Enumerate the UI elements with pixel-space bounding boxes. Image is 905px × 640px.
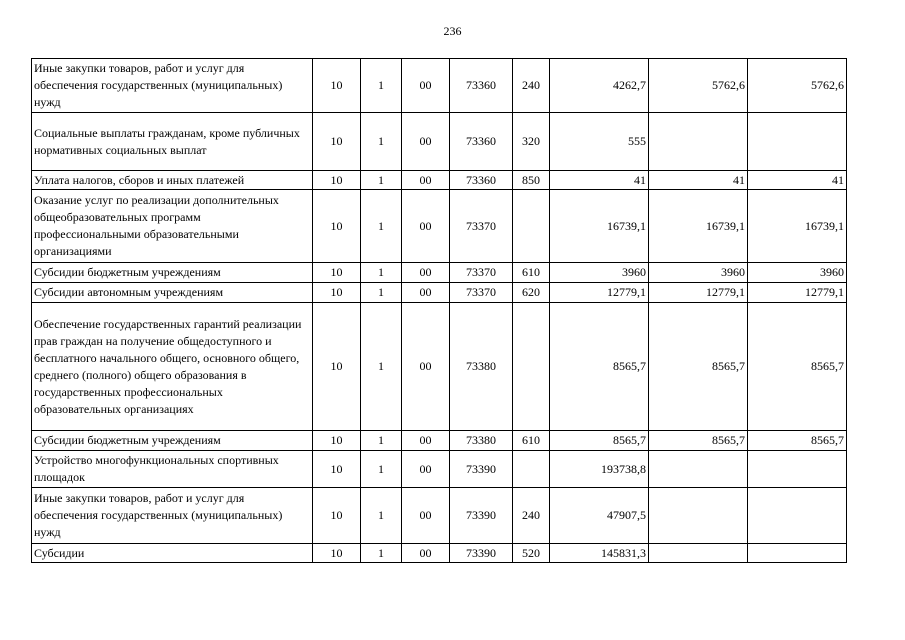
cell-code-4: 73390 (450, 488, 513, 544)
table-row (32, 113, 847, 171)
cell-code-3: 00 (402, 113, 450, 171)
cell-value-3: 8565,7 (748, 431, 847, 451)
cell-value-1: 8565,7 (550, 303, 649, 431)
cell-code-1: 10 (313, 171, 361, 190)
cell-code-5: 610 (513, 263, 550, 283)
cell-code-5 (513, 190, 550, 263)
cell-value-1: 193738,8 (550, 451, 649, 488)
cell-code-2: 1 (361, 113, 402, 171)
cell-code-2: 1 (361, 544, 402, 563)
cell-code-5: 240 (513, 488, 550, 544)
cell-code-2: 1 (361, 283, 402, 303)
cell-code-5: 240 (513, 59, 550, 113)
cell-code-1: 10 (313, 59, 361, 113)
cell-code-5 (513, 451, 550, 488)
cell-code-2: 1 (361, 263, 402, 283)
row-name: Иные закупки товаров, работ и услуг для обеспечения государственных (муниципальных) нужд (32, 488, 313, 544)
cell-code-5: 520 (513, 544, 550, 563)
cell-value-3: 12779,1 (748, 283, 847, 303)
cell-value-1: 12779,1 (550, 283, 649, 303)
cell-value-2: 3960 (649, 263, 748, 283)
table-row (32, 488, 847, 544)
cell-value-2: 5762,6 (649, 59, 748, 113)
cell-code-3: 00 (402, 283, 450, 303)
cell-code-2: 1 (361, 488, 402, 544)
table-row (32, 303, 847, 431)
cell-value-3 (748, 451, 847, 488)
table-row (32, 544, 847, 563)
cell-code-5: 610 (513, 431, 550, 451)
cell-value-3: 41 (748, 171, 847, 190)
row-name: Субсидии автономным учреждениям (32, 283, 313, 303)
cell-code-5: 620 (513, 283, 550, 303)
row-name: Социальные выплаты гражданам, кроме публичных нормативных социальных выплат (32, 113, 313, 171)
cell-code-5 (513, 303, 550, 431)
cell-code-3: 00 (402, 59, 450, 113)
cell-value-2: 16739,1 (649, 190, 748, 263)
row-name: Уплата налогов, сборов и иных платежей (32, 171, 313, 190)
cell-value-2 (649, 451, 748, 488)
row-name: Оказание услуг по реализации дополнительных общеобразовательных программ профессиональными образовательными организациями (32, 190, 313, 263)
row-name: Субсидии бюджетным учреждениям (32, 263, 313, 283)
cell-code-3: 00 (402, 431, 450, 451)
cell-value-1: 41 (550, 171, 649, 190)
cell-value-2: 12779,1 (649, 283, 748, 303)
cell-code-3: 00 (402, 544, 450, 563)
table-row (32, 263, 847, 283)
cell-code-4: 73370 (450, 263, 513, 283)
cell-value-3: 5762,6 (748, 59, 847, 113)
table-row (32, 190, 847, 263)
cell-value-1: 16739,1 (550, 190, 649, 263)
cell-value-1: 8565,7 (550, 431, 649, 451)
cell-value-2: 41 (649, 171, 748, 190)
cell-code-4: 73380 (450, 303, 513, 431)
cell-value-1: 4262,7 (550, 59, 649, 113)
cell-code-2: 1 (361, 171, 402, 190)
table-row (32, 451, 847, 488)
cell-code-1: 10 (313, 190, 361, 263)
table-row (32, 171, 847, 190)
cell-value-2 (649, 488, 748, 544)
cell-code-4: 73370 (450, 190, 513, 263)
cell-value-1: 47907,5 (550, 488, 649, 544)
cell-code-4: 73360 (450, 59, 513, 113)
cell-code-3: 00 (402, 451, 450, 488)
cell-code-3: 00 (402, 488, 450, 544)
cell-code-1: 10 (313, 283, 361, 303)
cell-value-3 (748, 113, 847, 171)
cell-code-1: 10 (313, 263, 361, 283)
table-row (32, 431, 847, 451)
cell-code-4: 73360 (450, 113, 513, 171)
cell-code-3: 00 (402, 190, 450, 263)
cell-value-3: 16739,1 (748, 190, 847, 263)
cell-code-4: 73390 (450, 451, 513, 488)
budget-table (31, 58, 847, 563)
cell-value-2 (649, 113, 748, 171)
cell-code-1: 10 (313, 544, 361, 563)
row-name: Иные закупки товаров, работ и услуг для обеспечения государственных (муниципальных) нужд (32, 59, 313, 113)
cell-value-3: 3960 (748, 263, 847, 283)
cell-value-2 (649, 544, 748, 563)
page-number: 236 (443, 24, 462, 38)
table-row (32, 59, 847, 113)
cell-value-1: 3960 (550, 263, 649, 283)
cell-value-3: 8565,7 (748, 303, 847, 431)
cell-code-4: 73370 (450, 283, 513, 303)
cell-value-2: 8565,7 (649, 303, 748, 431)
row-name: Обеспечение государственных гарантий реализации прав граждан на получение общедоступного и бесплатного начального общего, основного общего, среднего (полного) общего образования в государственных профессиональных образовательных организациях (32, 303, 313, 431)
cell-code-1: 10 (313, 488, 361, 544)
cell-code-2: 1 (361, 431, 402, 451)
row-name: Субсидии бюджетным учреждениям (32, 431, 313, 451)
cell-code-1: 10 (313, 431, 361, 451)
cell-code-2: 1 (361, 59, 402, 113)
cell-code-1: 10 (313, 113, 361, 171)
cell-code-1: 10 (313, 303, 361, 431)
row-name: Устройство многофункциональных спортивных площадок (32, 451, 313, 488)
cell-code-4: 73360 (450, 171, 513, 190)
cell-code-3: 00 (402, 171, 450, 190)
cell-code-3: 00 (402, 263, 450, 283)
cell-value-3 (748, 544, 847, 563)
cell-value-1: 555 (550, 113, 649, 171)
row-name: Субсидии (32, 544, 313, 563)
cell-code-3: 00 (402, 303, 450, 431)
cell-value-3 (748, 488, 847, 544)
cell-code-4: 73380 (450, 431, 513, 451)
cell-code-2: 1 (361, 303, 402, 431)
cell-value-2: 8565,7 (649, 431, 748, 451)
cell-code-5: 850 (513, 171, 550, 190)
cell-code-2: 1 (361, 451, 402, 488)
cell-code-4: 73390 (450, 544, 513, 563)
cell-code-5: 320 (513, 113, 550, 171)
table-row (32, 283, 847, 303)
cell-value-1: 145831,3 (550, 544, 649, 563)
cell-code-2: 1 (361, 190, 402, 263)
cell-code-1: 10 (313, 451, 361, 488)
